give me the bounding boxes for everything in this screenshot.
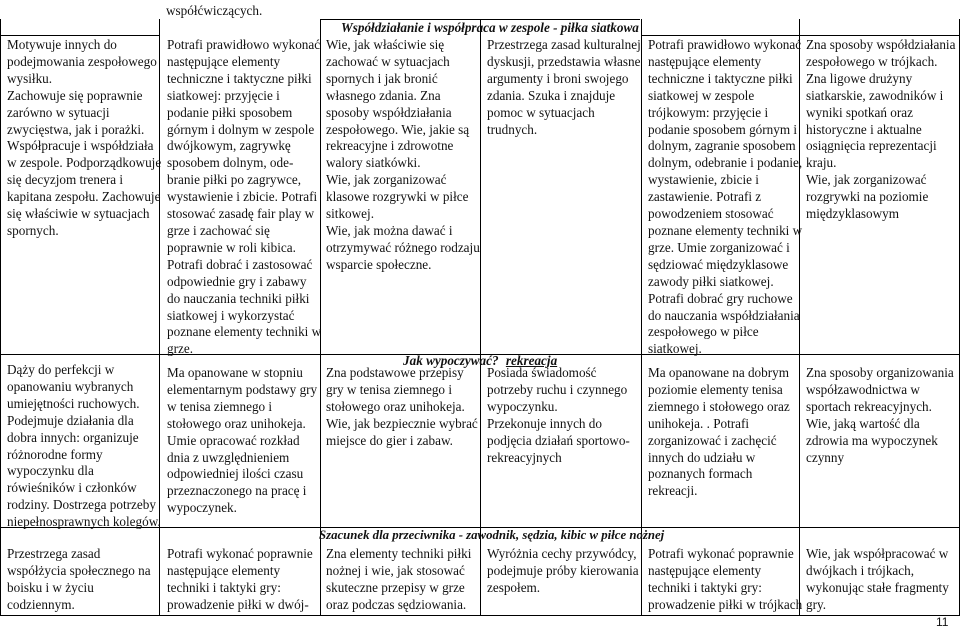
col1-cell-a: Motywuje innych do podejmowania zespołowego wysiłku. Zachowuje się poprawnie zarówno w sytuacji zwycięstwa, jak i porażki. Współpracuje i współdziała w zespole. Podporządkowuje się decyzjom trenera i kapitana zespołu. Zachowuje się właściwie w sytuacjach spornych. [7, 37, 162, 238]
grid-line [0, 19, 1, 615]
col5-cell-b: Ma opanowane na dobrym poziomie elementy tenisa ziemnego i stołowego oraz unihokeja. . Potrafi zorganizować i zachęcić innych do udziału w poznanych formach rekreacji. [648, 365, 790, 499]
col5-cell-c: Potrafi wykonać poprawnie następujące elementy techniki i taktyki gry: prowadzenie piłki w trójkach [648, 546, 803, 612]
col2-cell-a: Potrafi prawidłowo wykonać następujące elementy techniczne i taktyczne piłki siatkowej: przyjęcie i podanie piłki sposobem górnym i dolnym w zespole dwójkowym, zagrywkę sposobem dolnym, ode- branie piłki po zagrywce, wystawienie i zbicie. Potrafi stosować zasadę fair play w grze i zachować się poprawnie w roli kibica. Potrafi dobrać i zastosować odpowiednie gry i zabawy do nauczania techniki piłki siatkowej i wykorzystać poznane elementy techniki w grze. [167, 37, 322, 357]
section-heading-szacunek: Szacunek dla przeciwnika - zawodnik, sędzia, kibic w piłce nożnej [319, 528, 665, 542]
col2-cell-b: Ma opanowane w stopniu elementarnym podstawy gry w tenisa ziemnego i stołowego oraz unihokeja. Umie opracować rozkład dnia z uwzględnieniem odpowiedniej ilości czasu przeznaczonego na pracę i wypoczynek. [167, 365, 318, 516]
grid-line [641, 19, 642, 615]
col3-cell-c: Zna elementy techniki piłki nożnej i wie, jak stosować skuteczne przepisy w grze oraz podczas sędziowania. [326, 546, 472, 612]
col4-cell-b: Posiada świadomość potrzeby ruchu i czynnego wypoczynku. Przekonuje innych do podjęcia działań sportowo- rekreacyjnych [487, 365, 630, 465]
grid-line [0, 615, 960, 616]
col5-cell-a: Potrafi prawidłowo wykonać następujące elementy techniczne i taktyczne piłki siatkowej w zespole trójkowym: przyjęcie i podanie sposobem górnym i dolnym, zagranie sposobem dolnym, odebranie i podanie, wystawienie, zbicie i zastawienie. Potrafi z powodzeniem stosować poznane elementy techniki w grze. Umie zorganizować i sędziować międzyklasowe zawody piłki siatkowej. Potrafi dobrać gry ruchowe do nauczania współdziałania zespołowego w piłce siatkowej. [648, 37, 803, 357]
section-heading-wspoldzialanie: Współdziałanie i współpraca w zespole - piłka siatkowa [341, 20, 639, 35]
col6-cell-c: Wie, jak współpracować w dwójkach i trójkach, wykonując stałe fragmenty gry. [806, 546, 949, 612]
col4-cell-c: Wyróżnia cechy przywódcy, podejmuje próby kierowania zespołem. [487, 546, 639, 595]
col1-cell-b: Dąży do perfekcji w opanowaniu wybranych umiejętności ruchowych. Podejmuje działania dla dobra innych: organizuje różnorodne formy wypoczynku dla rówieśników i członków rodziny. Dostrzega potrzeby niepełnosprawnych kolegów. [7, 362, 161, 530]
col1-cell-c: Przestrzega zasad współżycia społecznego na boisku i w życiu codziennym. [7, 546, 151, 612]
grid-line [0, 35, 160, 36]
col6-cell-a: Zna sposoby współdziałania zespołowego w trójkach. Zna ligowe drużyny siatkarskie, zawodników i wyniki spotkań oraz historyczne i aktualne osiągnięcia reprezentacji kraju. Wie, jak zorganizować rozgrywki na poziomie międzyklasowym [806, 37, 956, 222]
page-number: 11 [936, 615, 949, 629]
heading-question: Jak wypoczywać? [403, 353, 499, 368]
heading-rekreacja: rekreacja [505, 353, 558, 368]
col3-cell-b: Zna podstawowe przepisy gry w tenisa ziemnego i stołowego oraz unihokeja. Wie, jak bezpiecznie wybrać miejsce do gier i zabaw. [326, 365, 478, 448]
grid-line [480, 19, 481, 615]
col6-cell-b: Zna sposoby organizowania współzawodnictwa w sportach rekreacyjnych. Wie, jaką wartość dla zdrowia ma wypoczynek czynny [806, 365, 954, 465]
top-fragment: współćwiczących. [166, 3, 263, 18]
col3-cell-a: Wie, jak właściwie się zachować w sytuacjach spornych i jak bronić własnego zdania. Zna sposoby współdziałania zespołowego. Wie, jakie są rekreacyjne i zdrowotne walory siatkówki. Wie, jak zorganizować klasowe rozgrywki w piłce sitkowej. Wie, jak można dawać i otrzymywać różnego rodzaju wsparcie społeczne. [326, 37, 480, 272]
col2-cell-c: Potrafi wykonać poprawnie następujące elementy techniki i taktyki gry: prowadzenie piłki w dwój- [167, 546, 313, 612]
col4-cell-a: Przestrzega zasad kulturalnej dyskusji, przedstawia własne argumenty i broni swojego zdania. Szuka i znajduje pomoc w sytuacjach trudnych. [487, 37, 641, 137]
grid-line [641, 35, 960, 36]
